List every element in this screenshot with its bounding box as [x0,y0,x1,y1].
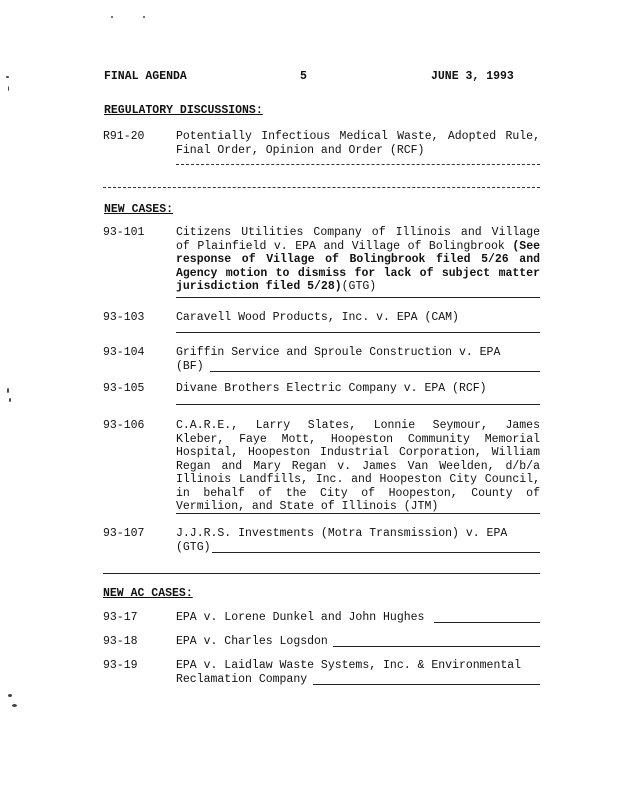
case-text: Griffin Service and Sproule Construction v. EPA [176,346,501,359]
case-number: 93-17 [103,611,138,624]
case-number: 93-19 [103,659,138,672]
scan-speck [6,76,9,78]
case-text-continued: Reclamation Company [176,673,308,686]
notes-line [210,371,540,372]
docket-number: R91-20 [103,130,145,143]
case-assignee: (GTG) [341,280,377,293]
new-ac-cases-heading: NEW AC CASES: [103,587,193,600]
notes-line [176,164,540,165]
scan-speck [143,16,145,18]
case-text: Divane Brothers Electric Company v. EPA (RCF) [176,382,487,395]
notes-line [176,332,540,333]
case-text: EPA v. Charles Logsdon [176,635,328,648]
case-number: 93-106 [103,419,145,432]
notes-line [333,646,540,647]
notes-line [176,404,540,405]
case-assignee: (BF) [176,360,204,373]
case-text: C.A.R.E., Larry Slates, Lonnie Seymour, James Kleber, Faye Mott, Hoopeston Community Memorial Hospital, Hoopeston Industrial Corporation, William Regan and Mary Regan v. James Van Weelden, d/b/a Illinois Landfills, Inc. and Hoopeston City Council, in behalf of the City of Hoopeston, County of Vermilion, and State of Illinois (JTM) [176,419,540,513]
notes-line [176,297,540,298]
case-assignee: (GTG) [176,541,211,554]
notes-line [313,684,540,685]
page-number: 5 [300,70,307,83]
scan-speck [12,704,17,707]
notes-line [434,622,540,623]
regulatory-discussions-heading: REGULATORY DISCUSSIONS: [104,104,263,117]
scan-speck [9,398,11,402]
case-note: (See response of Village of Bolingbrook filed 5/26 and Agency motion to dismiss for lack of subject matter jurisdiction filed 5/28) [176,239,540,293]
case-parties: Citizens Utilities Company of Illinois and Village of Plainfield v. EPA and Village of Bolingbrook [176,226,540,253]
agenda-date: JUNE 3, 1993 [431,70,514,83]
scan-speck [7,388,9,393]
section-divider [103,187,540,188]
case-number: 93-104 [103,346,145,359]
new-cases-heading: NEW CASES: [104,203,174,216]
case-text: Caravell Wood Products, Inc. v. EPA (CAM) [176,311,459,324]
scan-speck [111,16,113,18]
case-text [176,226,540,294]
section-divider [103,573,540,574]
case-number: 93-105 [103,382,145,395]
scan-speck [8,86,9,91]
case-text: EPA v. Laidlaw Waste Systems, Inc. & Environmental [176,659,522,672]
docket-text: Potentially Infectious Medical Waste, Adopted Rule, Final Order, Opinion and Order (RCF) [176,130,540,157]
case-number: 93-101 [103,226,145,239]
scan-speck [8,694,12,697]
case-text: EPA v. Lorene Dunkel and John Hughes [176,611,425,624]
notes-line [176,513,540,514]
case-text: J.J.R.S. Investments (Motra Transmission) v. EPA [176,527,508,540]
case-number: 93-18 [103,635,138,648]
case-number: 93-107 [103,527,145,540]
agenda-title: FINAL AGENDA [104,70,187,83]
case-number: 93-103 [103,311,145,324]
notes-line [212,552,540,553]
